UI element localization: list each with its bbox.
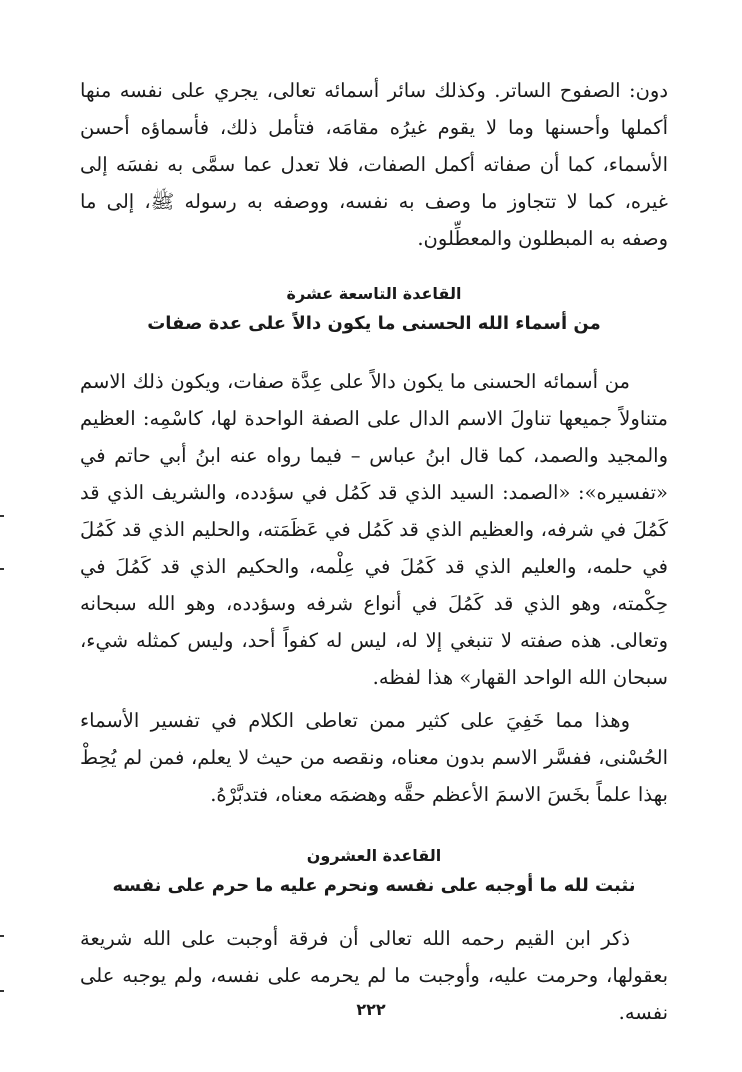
section-19-paragraph-2: وهذا مما خَفِيَ على كثير ممن تعاطى الكلام في تفسير الأسماء الحُسْنى، ففسَّر الاسم بدون معناه، ونقصه من حيث لا يعلم، فمن لم يُحِطْ بهذا علماً بخَسَ الاسمَ الأعظم حقَّه وهضمَه معناه، فتدبَّرْهُ. xyxy=(80,709,668,806)
section-19-label: القاعدة التاسعة عشرة xyxy=(286,284,462,303)
margin-mark xyxy=(0,568,4,570)
section-20-paragraph-1: ذكر ابن القيم رحمه الله تعالى أن فرقة أوجبت على الله شريعة بعقولها، وحرمت عليه، وأوجبت ما لم يحرمه على نفسه، ولم يوجبه على نفسه. xyxy=(80,927,668,1024)
section-20-title: نثبت لله ما أوجبه على نفسه ونحرم عليه ما حرم على نفسه xyxy=(112,875,636,896)
section-20-label: القاعدة العشرون xyxy=(306,846,442,865)
section-19-heading xyxy=(80,281,668,338)
intro-paragraph: دون: الصفوح الساتر. وكذلك سائر أسمائه تعالى، يجري على نفسه منها أكملها وأحسنها وما لا يقوم غيرُه مقامَه، فتأمل ذلك، فأسماؤه أحسن الأسماء، كما أن صفاته أكمل الصفات، فلا تعدل عما سمَّى به نفسَه إلى غيره، كما لا تتجاوز ما وصف به نفسه، ووصفه به رسوله ﷺ، إلى ما وصفه به المبطلون والمعطِّلون. xyxy=(80,79,668,250)
section-19-title: من أسماء الله الحسنى ما يكون دالاً على عدة صفات xyxy=(147,313,601,334)
section-20-heading xyxy=(80,843,668,900)
margin-mark xyxy=(0,990,4,992)
margin-mark xyxy=(0,935,4,937)
page-body xyxy=(80,72,668,1031)
margin-mark xyxy=(0,515,4,517)
page-number: ٢٢٢ xyxy=(356,1000,386,1019)
section-19-paragraph-1: من أسمائه الحسنى ما يكون دالاً على عِدَّة صفات، ويكون ذلك الاسم متناولاً جميعها تناولَ الاسم الدال على الصفة الواحدة لها، كاسْمِه: العظيم والمجيد والصمد، كما قال ابنُ عباس – فيما رواه عنه ابنُ أبي حاتم في «تفسيره»: «الصمد: السيد الذي قد كَمُل في سؤدده، والشريف الذي قد كَمُلَ في شرفه، والعظيم الذي قد كَمُل في عَظَمَته، والحليم الذي قد كَمُلَ في حلمه، والعليم الذي قد كَمُلَ في عِلْمه، والحكيم الذي قد كَمُلَ في حِكْمته، وهو الذي قد كَمُلَ في أنواع شرفه وسؤدده، وهو الله سبحانه وتعالى. هذه صفته لا تنبغي إلا له، ليس له كفواً أحد، وليس كمثله شيء، سبحان الله الواحد القهار» هذا لفظه. xyxy=(80,370,668,689)
